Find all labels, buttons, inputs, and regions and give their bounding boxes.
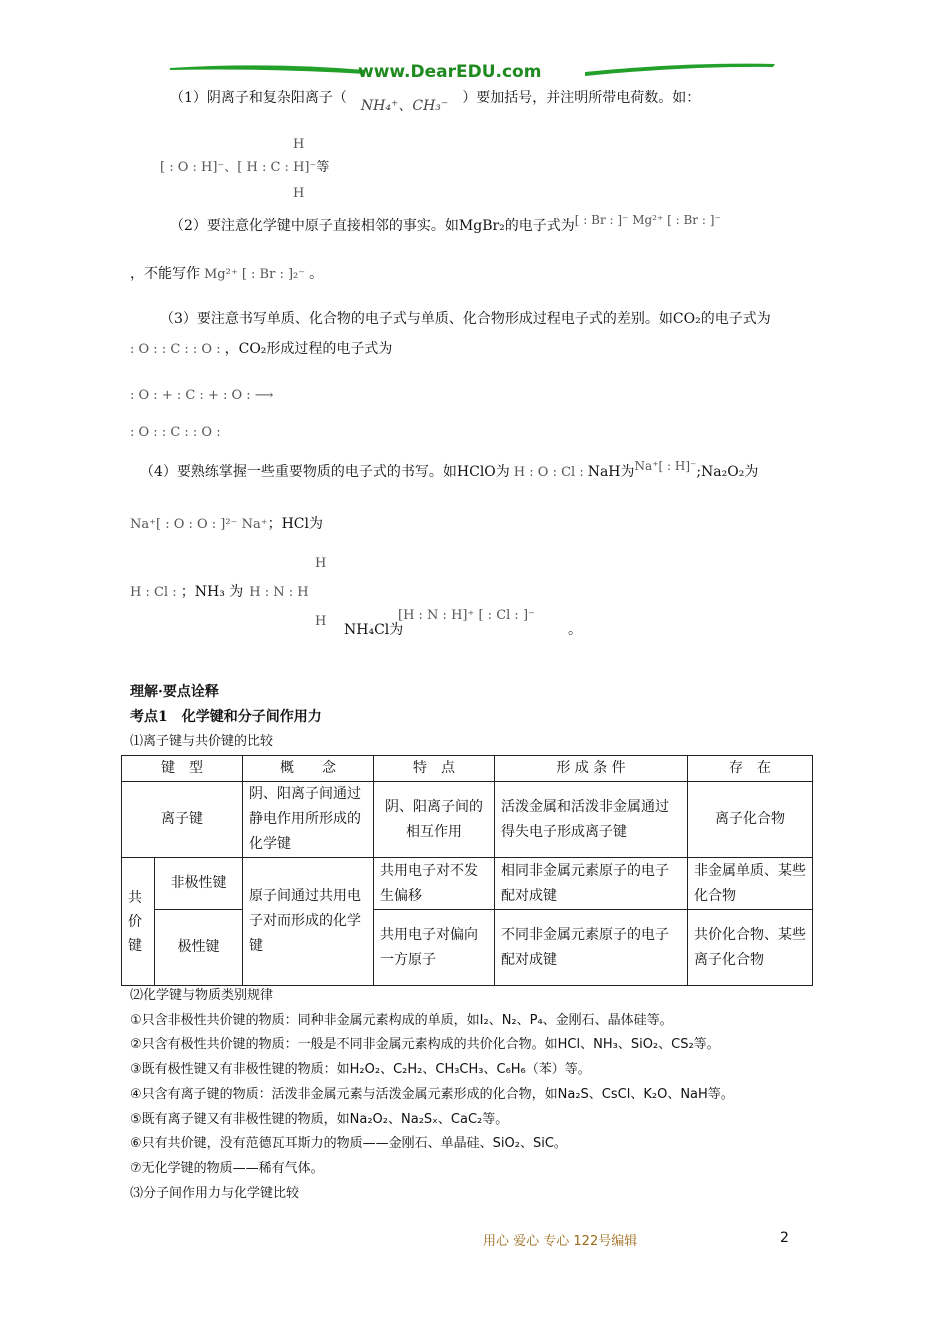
table-header-row bbox=[122, 756, 813, 782]
mgbr2-formula: [ : Br : ]⁻ Mg²⁺ [ : Br : ]⁻ bbox=[574, 213, 721, 227]
rules-block bbox=[130, 984, 734, 1206]
list-item: ⑦无化学键的物质——稀有气体。 bbox=[130, 1160, 324, 1176]
cell-polar-condition: 不同非金属元素原子的电子配对成键 bbox=[495, 910, 688, 986]
oh-ch3-formula: [ : O : H]⁻、[ H : C : H]⁻等 bbox=[160, 160, 330, 175]
cell-nonpolar-condition: 相同非金属元素原子的电子配对成键 bbox=[495, 858, 688, 910]
list-item: ⑤既有离子键又有非极性键的物质，如Na₂O₂、Na₂Sₓ、CaC₂等。 bbox=[130, 1111, 509, 1127]
cell-ionic-condition: 活泼金属和活泼非金属通过得失电子形成离子键 bbox=[495, 782, 688, 858]
co2-process-line1: : O : + : C : + : O : ⟶ bbox=[130, 388, 274, 403]
table-row bbox=[122, 910, 813, 986]
para-4d: NH₄Cl为 bbox=[344, 622, 404, 638]
section-heading: 理解·要点诠释 bbox=[130, 684, 219, 700]
ch3-bottom-h: H bbox=[293, 186, 305, 201]
page-number: 2 bbox=[780, 1230, 789, 1246]
list-item: ④只含有离子键的物质：活泼非金属元素与活泼金属元素形成的化合物，如Na₂S、CsCl、K₂O、NaH等。 bbox=[130, 1086, 734, 1102]
cell-ionic-exist: 离子化合物 bbox=[688, 782, 813, 858]
para-3b: : O : : C : : O : ，CO₂形成过程的电子式为 bbox=[130, 341, 393, 357]
cell-nonpolar-type: 非极性键 bbox=[155, 858, 243, 910]
site-logo: www.DearEDU.com bbox=[358, 62, 542, 82]
bond-comparison-table bbox=[121, 755, 813, 986]
para-3: （3）要注意书写单质、化合物的电子式与单质、化合物形成过程电子式的差别。如CO₂的电子式为 bbox=[160, 311, 771, 327]
hclo-formula: H : O : Cl : bbox=[513, 465, 584, 480]
nh3-top-h: H bbox=[315, 556, 327, 571]
cell-nonpolar-feature: 共用电子对不发生偏移 bbox=[374, 858, 495, 910]
para-4: （4）要熟练掌握一些重要物质的电子式的书写。如HClO为 H : O : Cl : NaH为Na⁺[ : H]⁻;Na₂O₂为 bbox=[140, 459, 759, 480]
cell-ionic-feature: 阴、阳离子间的相互作用 bbox=[374, 782, 495, 858]
table-row bbox=[122, 858, 813, 910]
para-4d-end: 。 bbox=[568, 622, 582, 638]
ions-formula: NH₄⁺、CH₃⁻ bbox=[360, 98, 449, 114]
cell-covalent-label: 共价键 bbox=[122, 858, 155, 986]
na2o2-formula: Na⁺[ : O : O : ]²⁻ Na⁺ bbox=[130, 517, 268, 532]
cell-nonpolar-exist: 非金属单质、某些化合物 bbox=[688, 858, 813, 910]
oh-formula: [ : O : H]⁻ bbox=[160, 160, 225, 175]
ch3-top-h: H bbox=[293, 137, 305, 152]
header-cell: 键 型 bbox=[122, 756, 243, 782]
list-item: ⑥只有共价键，没有范德瓦耳斯力的物质——金刚石、单晶硅、SiO₂、SiC。 bbox=[130, 1136, 567, 1152]
para-2b: ，不能写作 Mg²⁺ [ : Br : ]₂⁻ 。 bbox=[130, 266, 324, 282]
co2-formula: : O : : C : : O : bbox=[130, 342, 221, 357]
ch3-formula: 、[ H : C : H]⁻ bbox=[224, 160, 317, 175]
footer-slogan: 用心 爱心 专心 122号编辑 bbox=[483, 1234, 638, 1249]
list-item: ②只含有极性共价键的物质：一般是不同非金属元素构成的共价化合物。如HCl、NH₃、SiO₂、CS₂等。 bbox=[130, 1037, 720, 1053]
nah-formula: Na⁺[ : H]⁻ bbox=[634, 459, 697, 473]
cell-ionic-concept: 阴、阳离子间通过静电作用所形成的化学键 bbox=[243, 782, 374, 858]
para-2: （2）要注意化学键中原子直接相邻的事实。如MgBr₂的电子式为[ : Br : ]⁻ Mg²⁺ [ : Br : ]⁻ bbox=[170, 213, 721, 234]
list-item: ③既有极性键又有非极性键的物质：如H₂O₂、C₂H₂、CH₃CH₃、C₆H₆（苯）等。 bbox=[130, 1062, 591, 1078]
list-item: ①只含非极性共价键的物质：同种非金属元素构成的单质，如I₂、N₂、P₄、金刚石、晶体硅等。 bbox=[130, 1012, 673, 1028]
header-cell: 形 成 条 件 bbox=[495, 756, 688, 782]
nh4cl-formula: [H : N : H]⁺ [ : Cl : ]⁻ bbox=[398, 608, 535, 623]
table-row bbox=[122, 782, 813, 858]
hcl-formula: H : Cl : bbox=[130, 585, 181, 600]
kp-heading: 考点1 化学键和分子间作用力 bbox=[130, 709, 322, 725]
cell-covalent-concept: 原子间通过共用电子对而形成的化学键 bbox=[243, 858, 374, 986]
co2-process-line2: : O : : C : : O : bbox=[130, 425, 221, 440]
nh3-formula: H : N : H bbox=[249, 585, 309, 600]
nh3-bottom-h: H bbox=[315, 614, 327, 629]
header-cell: 概 念 bbox=[243, 756, 374, 782]
cell-polar-exist: 共价化合物、某些离子化合物 bbox=[688, 910, 813, 986]
cell-polar-type: 极性键 bbox=[155, 910, 243, 986]
cell-polar-feature: 共用电子对偏向一方原子 bbox=[374, 910, 495, 986]
para-1: （1）阴离子和复杂阳离子（ NH₄⁺、CH₃⁻ ）要加括号，并注明所带电荷数。如： bbox=[170, 90, 701, 114]
sub-heading-1: ⑴离子键与共价键的比较 bbox=[130, 734, 274, 749]
sub-heading-3: ⑶分子间作用力与化学键比较 bbox=[130, 1185, 300, 1201]
para-4b: Na⁺[ : O : O : ]²⁻ Na⁺；HCl为 bbox=[130, 516, 323, 532]
swoosh-left bbox=[170, 65, 365, 74]
rules-heading: ⑵化学键与物质类别规律 bbox=[130, 988, 274, 1003]
para-4c: H : Cl : ；NH₃ 为 H : N : H bbox=[130, 584, 309, 600]
header-cell: 存 在 bbox=[688, 756, 813, 782]
cell-ionic-type: 离子键 bbox=[122, 782, 243, 858]
header-cell: 特 点 bbox=[374, 756, 495, 782]
swoosh-right bbox=[585, 64, 775, 76]
mgbr2-wrong-formula: Mg²⁺ [ : Br : ]₂⁻ bbox=[204, 267, 306, 282]
